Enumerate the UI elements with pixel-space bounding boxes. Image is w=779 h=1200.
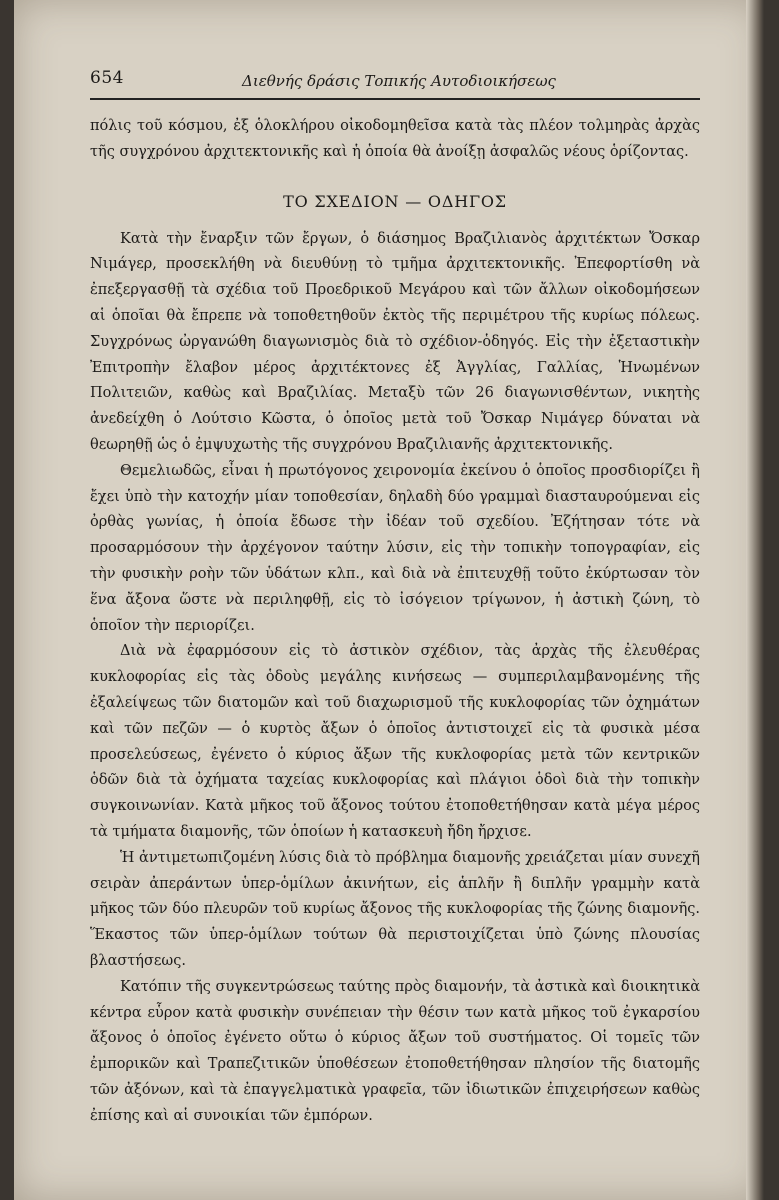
paragraph-4: Ἡ ἀντιμετωπιζομένη λύσις διὰ τὸ πρόβλημα διαμονῆς χρειάζεται μίαν συνεχῆ σειρὰν ἀπεράντων ὑπερ-ὁμίλων ἀκινήτων, εἰς ἁπλῆν ἢ διπλῆν γραμμὴν κατὰ μῆκος τῶν δύο πλευρῶν τοῦ κυρίως ἄξονος τῆς κυκλοφορίας τῆς ζώνης διαμονῆς. Ἕκαστος τῶν ὑπερ-ὁμίλων τούτων θὰ περιστοιχίζεται ὑπὸ ζώνης πλουσίας βλαστήσεως. [90, 849, 700, 969]
page-content [90, 62, 700, 1129]
running-title: Διεθνής δράσις Τοπικής Αυτοδιοικήσεως [242, 72, 556, 90]
page-number: 654 [90, 68, 124, 88]
paragraph-5: Κατόπιν τῆς συγκεντρώσεως ταύτης πρὸς διαμονήν, τὰ ἀστικὰ καὶ διοικητικὰ κέντρα εὗρον κατὰ φυσικὴν συνέπειαν τὴν θέσιν των κατὰ μῆκος τοῦ ἐγκαρσίου ἄξονος ὁ ὁποῖος ἐγένετο οὕτω ὁ κύριος ἄξων τοῦ συστήματος. Οἱ τομεῖς τῶν ἐμπορικῶν καὶ Τραπεζιτικῶν ὑποθέσεων ἐτοποθετήθησαν πλησίον τῆς διατομῆς τῶν ἀξόνων, καὶ τὰ ἐπαγγελματικὰ γραφεῖα, τῶν ἰδιωτικῶν ἐπιχειρήσεων καθὼς ἐπίσης καὶ αἱ συνοικίαι τῶν ἐμπόρων. [90, 978, 700, 1124]
page-edge-shadow [746, 0, 764, 1200]
book-page [14, 0, 764, 1200]
intro-paragraph: πόλις τοῦ κόσμου, ἐξ ὁλοκλήρου οἰκοδομηθεῖσα κατὰ τὰς πλέον τολμηρὰς ἀρχὰς τῆς συγχρόνου ἀρχιτεκτονικῆς καὶ ἡ ὁποία θὰ ἀνοίξῃ ἀσφαλῶς νέους ὁρίζοντας. [90, 118, 700, 160]
section-heading: ΤΟ ΣΧΕΔΙΟΝ — ΟΔΗΓΟΣ [283, 191, 507, 211]
running-head [90, 62, 700, 100]
paragraph-1: Κατὰ τὴν ἔναρξιν τῶν ἔργων, ὁ διάσημος Βραζιλιανὸς ἀρχιτέκτων Ὄσκαρ Νιμάγερ, προσεκλήθη νὰ διευθύνῃ τὸ τμῆμα ἀρχιτεκτονικῆς. Ἐπεφορτίσθη νὰ ἐπεξεργασθῇ τὰ σχέδια τοῦ Προεδρικοῦ Μεγάρου καὶ τῶν ἄλλων οἰκοδομήσεων αἱ ὁποῖαι θὰ ἔπρεπε νὰ τοποθετηθοῦν ἐκτὸς τῆς περιμέτρου τῆς κυρίως πόλεως. Συγχρόνως ὠργανώθη διαγωνισμὸς διὰ τὸ σχέδιον-ὁδηγός. Εἰς τὴν ἐξεταστικὴν Ἐπιτροπὴν ἔλαβον μέρος ἀρχιτέκτονες ἐξ Ἀγγλίας, Γαλλίας, Ἡνωμένων Πολιτειῶν, καθὼς καὶ Βραζιλίας. Μεταξὺ τῶν 26 διαγωνισθέντων, νικητὴς ἀνεδείχθη ὁ Λούτσιο Κῶστα, ὁ ὁποῖος μετὰ τοῦ Ὄσκαρ Νιμάγερ δύναται νὰ θεωρηθῇ ὡς ὁ ἐμψυχωτὴς τῆς συγχρόνου Βραζιλιανῆς ἀρχιτεκτονικῆς. [90, 230, 700, 453]
paragraph-2: Θεμελιωδῶς, εἶναι ἡ πρωτόγονος χειρονομία ἐκείνου ὁ ὁποῖος προσδιορίζει ἢ ἔχει ὑπὸ τὴν κατοχήν μίαν τοποθεσίαν, δηλαδὴ δύο γραμμαὶ διασταυρούμεναι εἰς ὀρθὰς γωνίας, ἡ ὁποία ἔδωσε τὴν ἰδέαν τοῦ σχεδίου. Ἐζήτησαν τότε νὰ προσαρμόσουν τὴν ἀρχέγονον ταύτην λύσιν, εἰς τὴν τοπικὴν τοπογραφίαν, εἰς τὴν φυσικὴν ροὴν τῶν ὑδάτων κλπ., καὶ διὰ νὰ ἐπιτευχθῇ τοῦτο ἐκύρτωσαν τὸν ἕνα ἄξονα ὥστε νὰ περιληφθῇ, εἰς τὸ ἰσόγειον τρίγωνον, ἡ ἀστικὴ ζώνη, τὸ ὁποῖον τὴν περιορίζει. [90, 462, 700, 634]
paragraph-3: Διὰ νὰ ἐφαρμόσουν εἰς τὸ ἀστικὸν σχέδιον, τὰς ἀρχὰς τῆς ἐλευθέρας κυκλοφορίας εἰς τὰς ὁδοὺς μεγάλης κινήσεως — συμπεριλαμβανομένης τῆς ἐξαλείψεως τῶν διατομῶν καὶ τοῦ διαχωρισμοῦ τῆς κυκλοφορίας τῶν ὀχημάτων καὶ τῶν πεζῶν — ὁ κυρτὸς ἄξων ὁ ὁποῖος ἀντιστοιχεῖ εἰς τὰ φυσικὰ μέσα προσελεύσεως, ἐγένετο ὁ κύριος ἄξων τῆς κυκλοφορίας μετὰ τῶν κεντρικῶν ὁδῶν διὰ τὰ ὀχήματα ταχείας κυκλοφορίας καὶ πλάγιοι ὁδοὶ διὰ τὴν τοπικὴν συγκοινωνίαν. Κατὰ μῆκος τοῦ ἄξονος τούτου ἐτοποθετήθησαν κατὰ μέγα μέρος τὰ τμήματα διαμονῆς, τῶν ὁποίων ἡ κατασκευὴ ἤδη ἤρχισε. [90, 643, 700, 840]
